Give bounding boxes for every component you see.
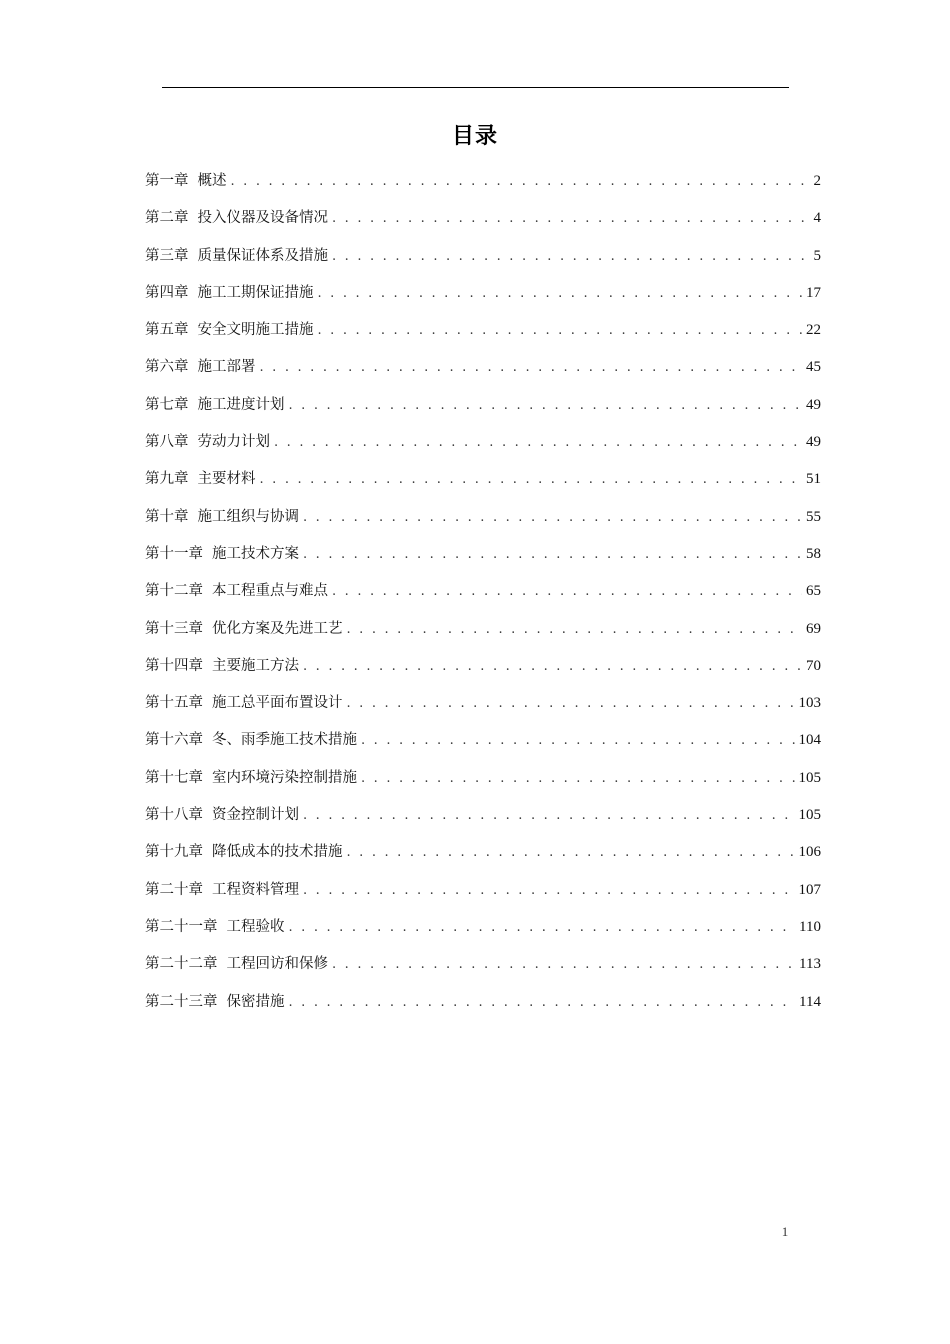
toc-entry[interactable] xyxy=(145,578,821,615)
chapter-number: 第十九章 xyxy=(145,844,203,861)
chapter-title: 室内环境污染控制措施 xyxy=(212,769,357,786)
dot-leader xyxy=(347,691,795,717)
chapter-title: 本工程重点与难点 xyxy=(212,583,328,600)
toc-title: 目录 xyxy=(451,123,498,149)
chapter-number: 第十三章 xyxy=(145,620,203,637)
header-rule xyxy=(162,87,789,88)
toc-entry[interactable] xyxy=(145,466,821,503)
toc-entry[interactable] xyxy=(145,168,821,205)
toc-entry[interactable] xyxy=(145,317,821,354)
chapter-page: 105 xyxy=(798,807,821,824)
chapter-title: 施工部署 xyxy=(197,359,256,376)
chapter-number: 第二十章 xyxy=(145,881,203,898)
chapter-page: 107 xyxy=(798,881,821,898)
chapter-title: 质量保证体系及措施 xyxy=(197,247,328,264)
chapter-title: 概述 xyxy=(197,173,227,189)
chapter-page: 104 xyxy=(798,732,821,749)
dot-leader xyxy=(303,654,802,680)
chapter-number: 第十七章 xyxy=(145,769,203,786)
chapter-number: 第十八章 xyxy=(145,807,203,824)
toc-entry[interactable] xyxy=(145,951,821,988)
chapter-title: 施工总平面布置设计 xyxy=(212,695,343,712)
dot-leader xyxy=(289,393,803,419)
chapter-title: 降低成本的技术措施 xyxy=(212,844,343,861)
dot-leader xyxy=(303,803,795,829)
chapter-title: 投入仪器及设备情况 xyxy=(197,210,328,227)
chapter-page: 2 xyxy=(813,173,821,189)
toc-entry[interactable] xyxy=(145,653,821,690)
chapter-title: 劳动力计划 xyxy=(197,434,270,451)
chapter-page: 69 xyxy=(806,620,821,637)
chapter-page: 17 xyxy=(806,284,821,301)
dot-leader xyxy=(303,542,802,568)
toc-entry[interactable] xyxy=(145,616,821,653)
dot-leader xyxy=(361,728,795,754)
chapter-number: 第十五章 xyxy=(145,695,203,712)
dot-leader xyxy=(318,281,803,307)
chapter-number: 第一章 xyxy=(145,173,189,189)
chapter-page: 49 xyxy=(806,396,821,413)
chapter-title: 工程回访和保修 xyxy=(226,956,328,973)
chapter-page: 51 xyxy=(806,471,821,488)
dot-leader xyxy=(289,990,796,1016)
toc-entry[interactable] xyxy=(145,243,821,280)
chapter-page: 110 xyxy=(799,918,821,935)
chapter-title: 施工组织与协调 xyxy=(197,508,299,525)
chapter-page: 70 xyxy=(806,657,821,674)
toc-entry[interactable] xyxy=(145,541,821,578)
toc-entry[interactable] xyxy=(145,690,821,727)
chapter-title: 施工进度计划 xyxy=(197,396,285,413)
chapter-number: 第十章 xyxy=(145,508,189,525)
chapter-number: 第二十一章 xyxy=(145,918,218,935)
chapter-page: 4 xyxy=(813,210,821,227)
toc-entry[interactable] xyxy=(145,802,821,839)
dot-leader xyxy=(260,355,803,381)
dot-leader xyxy=(332,952,795,978)
chapter-title: 工程验收 xyxy=(226,918,285,935)
dot-leader xyxy=(318,318,803,344)
chapter-page: 5 xyxy=(813,247,821,264)
chapter-number: 第十一章 xyxy=(145,545,203,562)
chapter-page: 103 xyxy=(798,695,821,712)
dot-leader xyxy=(332,206,810,232)
dot-leader xyxy=(361,766,795,792)
chapter-page: 106 xyxy=(798,844,821,861)
dot-leader xyxy=(303,878,795,904)
chapter-number: 第三章 xyxy=(145,247,189,264)
toc-entry[interactable] xyxy=(145,914,821,951)
chapter-page: 45 xyxy=(806,359,821,376)
chapter-page: 22 xyxy=(806,322,821,339)
dot-leader xyxy=(289,915,796,941)
toc-entry[interactable] xyxy=(145,727,821,764)
chapter-title: 安全文明施工措施 xyxy=(197,322,314,339)
chapter-page: 105 xyxy=(798,769,821,786)
chapter-number: 第二章 xyxy=(145,210,189,227)
chapter-page: 65 xyxy=(806,583,821,600)
chapter-number: 第六章 xyxy=(145,359,189,376)
toc-entry[interactable] xyxy=(145,839,821,876)
page-number: 1 xyxy=(781,1224,789,1239)
chapter-number: 第七章 xyxy=(145,396,189,413)
toc-entry[interactable] xyxy=(145,280,821,317)
toc-entry[interactable] xyxy=(145,989,821,1026)
chapter-page: 113 xyxy=(799,956,821,973)
chapter-title: 工程资料管理 xyxy=(212,881,299,898)
chapter-number: 第五章 xyxy=(145,322,189,339)
dot-leader xyxy=(260,467,803,493)
chapter-title: 施工技术方案 xyxy=(212,545,299,562)
dot-leader xyxy=(274,430,802,456)
toc-entry[interactable] xyxy=(145,877,821,914)
chapter-title: 资金控制计划 xyxy=(212,807,299,824)
chapter-number: 第十四章 xyxy=(145,657,203,674)
chapter-number: 第二十三章 xyxy=(145,993,218,1010)
dot-leader xyxy=(347,840,795,866)
dot-leader xyxy=(332,579,802,605)
toc-entry[interactable] xyxy=(145,429,821,466)
dot-leader xyxy=(231,169,810,195)
toc-entry[interactable] xyxy=(145,205,821,242)
toc-entry[interactable] xyxy=(145,392,821,429)
chapter-page: 49 xyxy=(806,434,821,451)
chapter-number: 第八章 xyxy=(145,434,189,451)
chapter-number: 第二十二章 xyxy=(145,956,218,973)
dot-leader xyxy=(303,505,802,531)
table-of-contents xyxy=(145,168,821,1026)
dot-leader xyxy=(332,244,810,270)
chapter-number: 第九章 xyxy=(145,471,189,488)
chapter-page: 55 xyxy=(806,508,821,525)
toc-entry[interactable] xyxy=(145,504,821,541)
toc-entry[interactable] xyxy=(145,354,821,391)
chapter-number: 第四章 xyxy=(145,284,189,301)
chapter-page: 58 xyxy=(806,545,821,562)
dot-leader xyxy=(347,617,803,643)
chapter-title: 保密措施 xyxy=(226,993,285,1010)
toc-entry[interactable] xyxy=(145,765,821,802)
chapter-number: 第十二章 xyxy=(145,583,203,600)
chapter-title: 冬、雨季施工技术措施 xyxy=(212,732,357,749)
chapter-page: 114 xyxy=(799,993,821,1010)
chapter-number: 第十六章 xyxy=(145,732,203,749)
chapter-title: 主要施工方法 xyxy=(212,657,299,674)
chapter-title: 主要材料 xyxy=(197,471,256,488)
chapter-title: 施工工期保证措施 xyxy=(197,284,314,301)
chapter-title: 优化方案及先进工艺 xyxy=(212,620,343,637)
